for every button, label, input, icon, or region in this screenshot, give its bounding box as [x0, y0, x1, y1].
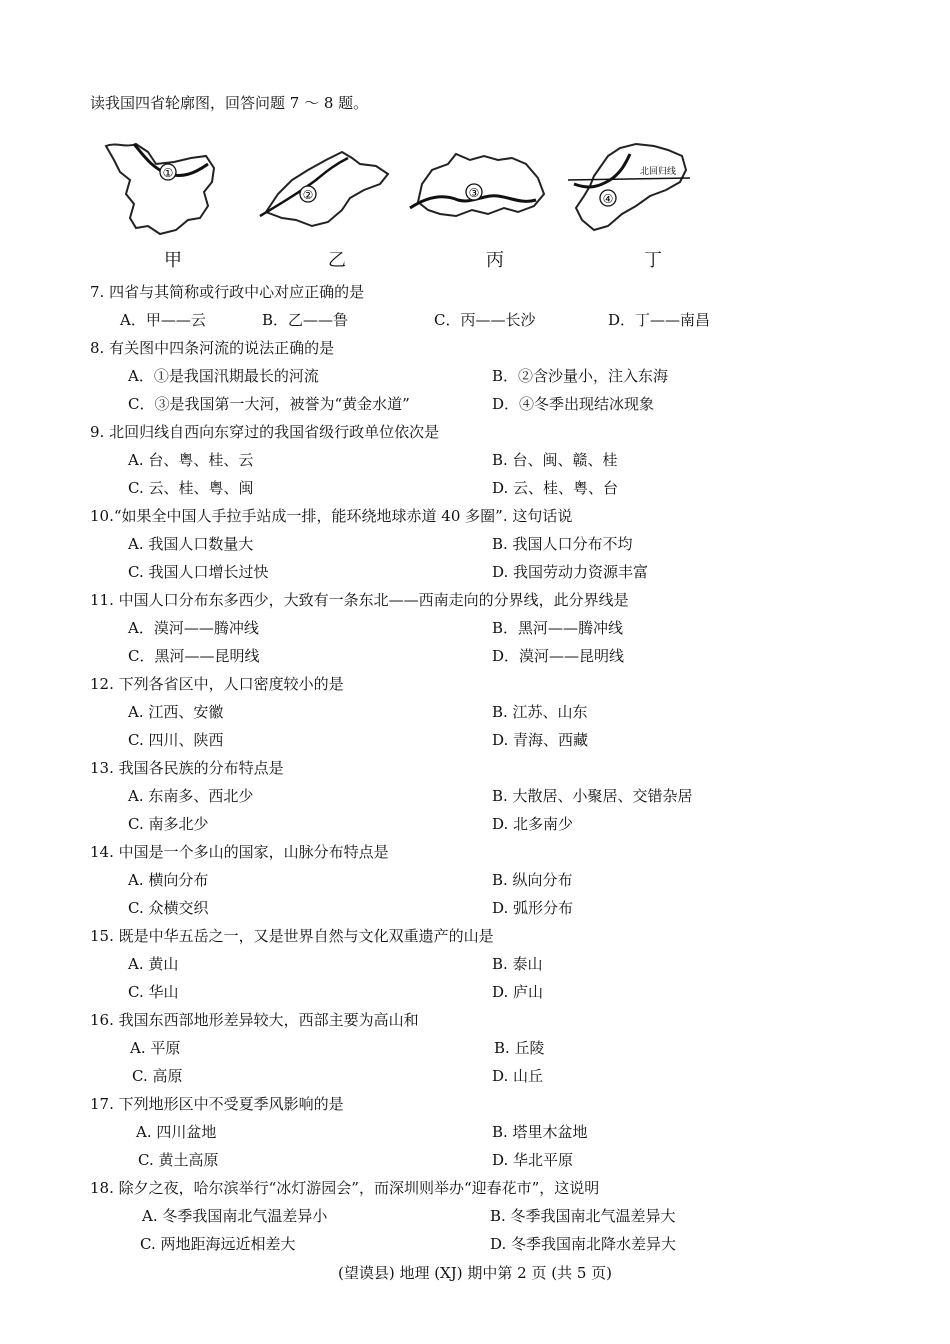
question-stem: 8. 有关图中四条河流的说法正确的是: [90, 339, 335, 357]
marker-2: ②: [302, 188, 314, 202]
option-b[interactable]: B. 冬季我国南北气温差异大: [490, 1207, 676, 1225]
question-stem: 7. 四省与其简称或行政中心对应正确的是: [90, 283, 365, 301]
option-a[interactable]: A. 江西、安徽: [128, 703, 224, 721]
question-13: [90, 754, 850, 838]
option-row: [90, 1118, 850, 1146]
option-b[interactable]: B．黑河——腾冲线: [492, 619, 624, 637]
map-bing: [408, 134, 558, 274]
option-c[interactable]: C. 黄土高原: [138, 1151, 219, 1169]
option-row: [90, 894, 850, 922]
intro-text: 读我国四省轮廓图，回答问题 7 ～ 8 题。: [90, 94, 369, 112]
option-row: [90, 474, 850, 502]
question-stem: 9. 北回归线自西向东穿过的我国省级行政单位依次是: [90, 423, 440, 441]
option-b[interactable]: B. 大散居、小聚居、交错杂居: [492, 787, 693, 805]
option-c[interactable]: C. 高原: [132, 1067, 183, 1085]
question-16: [90, 1006, 850, 1090]
option-d[interactable]: D. 庐山: [492, 983, 544, 1001]
map-jia-outline: [96, 134, 246, 246]
option-c[interactable]: C. 南多北少: [128, 815, 209, 833]
question-14: [90, 838, 850, 922]
option-row: [90, 698, 850, 726]
option-a[interactable]: A. 横向分布: [128, 871, 209, 889]
option-d[interactable]: D. 山丘: [492, 1067, 544, 1085]
option-a[interactable]: A. 台、粤、桂、云: [128, 451, 254, 469]
question-8: [90, 334, 850, 418]
option-c[interactable]: C．黑河——昆明线: [128, 647, 260, 665]
option-d[interactable]: D．丁——南昌: [608, 311, 711, 329]
option-c[interactable]: C. 两地距海远近相差大: [140, 1235, 296, 1253]
option-c[interactable]: C. 我国人口增长过快: [128, 563, 269, 581]
map-yi-outline: [256, 134, 406, 246]
option-b[interactable]: B. 我国人口分布不均: [492, 535, 633, 553]
option-d[interactable]: D. 北多南少: [492, 815, 574, 833]
option-d[interactable]: D. 弧形分布: [492, 899, 574, 917]
option-d[interactable]: D．漠河——昆明线: [492, 647, 625, 665]
question-stem: 12. 下列各省区中，人口密度较小的是: [90, 675, 344, 693]
option-row: [90, 558, 850, 586]
option-row: [90, 1230, 850, 1258]
map-ding-outline: [564, 134, 714, 246]
option-row: [90, 306, 850, 334]
option-d[interactable]: D. 华北平原: [492, 1151, 574, 1169]
map-label-jia: 甲: [164, 250, 182, 271]
option-row: [90, 782, 850, 810]
option-b[interactable]: B. 丘陵: [494, 1039, 545, 1057]
map-label-yi: 乙: [328, 250, 346, 271]
question-stem: 18. 除夕之夜，哈尔滨举行“冰灯游园会”，而深圳则举办“迎春花市”，这说明: [90, 1179, 600, 1197]
option-b[interactable]: B．乙——鲁: [262, 311, 349, 329]
option-c[interactable]: C. 云、桂、粤、闽: [128, 479, 254, 497]
map-bing-outline: [408, 134, 558, 246]
option-d[interactable]: D. 冬季我国南北降水差异大: [490, 1235, 677, 1253]
option-row: [90, 642, 850, 670]
option-b[interactable]: B. 泰山: [492, 955, 543, 973]
option-row: [90, 726, 850, 754]
option-row: [90, 1202, 850, 1230]
option-a[interactable]: A．①是我国汛期最长的河流: [128, 367, 319, 385]
option-a[interactable]: A. 平原: [130, 1039, 181, 1057]
question-stem: 13. 我国各民族的分布特点是: [90, 759, 284, 777]
option-a[interactable]: A. 我国人口数量大: [128, 535, 254, 553]
option-a[interactable]: A. 东南多、西北少: [128, 787, 254, 805]
question-11: [90, 586, 850, 670]
map-yi: [256, 134, 406, 274]
option-c[interactable]: C. 四川、陕西: [128, 731, 224, 749]
option-c[interactable]: C. 华山: [128, 983, 179, 1001]
option-row: [90, 1146, 850, 1174]
option-row: [90, 390, 850, 418]
option-b[interactable]: B. 塔里木盆地: [492, 1123, 588, 1141]
option-a[interactable]: A．漠河——腾冲线: [128, 619, 259, 637]
map-ding: [564, 134, 714, 274]
question-17: [90, 1090, 850, 1174]
question-9: [90, 418, 850, 502]
question-stem: 15. 既是中华五岳之一，又是世界自然与文化双重遗产的山是: [90, 927, 494, 945]
question-stem: 11. 中国人口分布东多西少，大致有一条东北——西南走向的分界线，此分界线是: [90, 591, 629, 609]
option-b[interactable]: B. 纵向分布: [492, 871, 573, 889]
map-label-bing: 丙: [486, 250, 504, 271]
map-jia: [96, 134, 246, 274]
option-row: [90, 530, 850, 558]
option-d[interactable]: D. 云、桂、粤、台: [492, 479, 619, 497]
page-footer: (望谟县) 地理 (XJ) 期中第 2 页 (共 5 页): [337, 1264, 613, 1282]
question-list: [90, 278, 850, 1258]
option-b[interactable]: B. 江苏、山东: [492, 703, 588, 721]
option-row: [90, 950, 850, 978]
option-c[interactable]: C．③是我国第一大河，被誉为“黄金水道”: [128, 395, 410, 413]
option-row: [90, 978, 850, 1006]
option-row: [90, 1062, 850, 1090]
option-d[interactable]: D．④冬季出现结冰现象: [492, 395, 655, 413]
marker-4: ④: [602, 192, 614, 206]
map-label-ding: 丁: [644, 250, 662, 271]
option-row: [90, 810, 850, 838]
option-a[interactable]: A. 冬季我国南北气温差异小: [142, 1207, 328, 1225]
question-18: [90, 1174, 850, 1258]
question-stem: 17. 下列地形区中不受夏季风影响的是: [90, 1095, 344, 1113]
option-a[interactable]: A．甲——云: [120, 311, 206, 329]
option-a[interactable]: A. 四川盆地: [136, 1123, 217, 1141]
marker-1: ①: [162, 166, 174, 180]
option-c[interactable]: C. 众横交织: [128, 899, 209, 917]
option-row: [90, 362, 850, 390]
question-stem: 16. 我国东西部地形差异较大，西部主要为高山和: [90, 1011, 419, 1029]
option-row: [90, 1034, 850, 1062]
question-10: [90, 502, 850, 586]
question-7: [90, 278, 850, 334]
option-b[interactable]: B．②含沙量小，注入东海: [492, 367, 669, 385]
option-d[interactable]: D. 我国劳动力资源丰富: [492, 563, 649, 581]
question-15: [90, 922, 850, 1006]
option-row: [90, 614, 850, 642]
tropic-label: 北回归线: [640, 167, 677, 177]
province-outline-maps: [96, 134, 736, 274]
option-b[interactable]: B. 台、闽、赣、桂: [492, 451, 618, 469]
marker-3: ③: [468, 186, 480, 200]
option-a[interactable]: A. 黄山: [128, 955, 179, 973]
option-row: [90, 446, 850, 474]
option-c[interactable]: C．丙——长沙: [434, 311, 536, 329]
option-row: [90, 866, 850, 894]
option-d[interactable]: D. 青海、西藏: [492, 731, 589, 749]
question-12: [90, 670, 850, 754]
question-stem: 10.“如果全中国人手拉手站成一排，能环绕地球赤道 40 多圈”. 这句话说: [90, 507, 573, 525]
question-stem: 14. 中国是一个多山的国家，山脉分布特点是: [90, 843, 389, 861]
